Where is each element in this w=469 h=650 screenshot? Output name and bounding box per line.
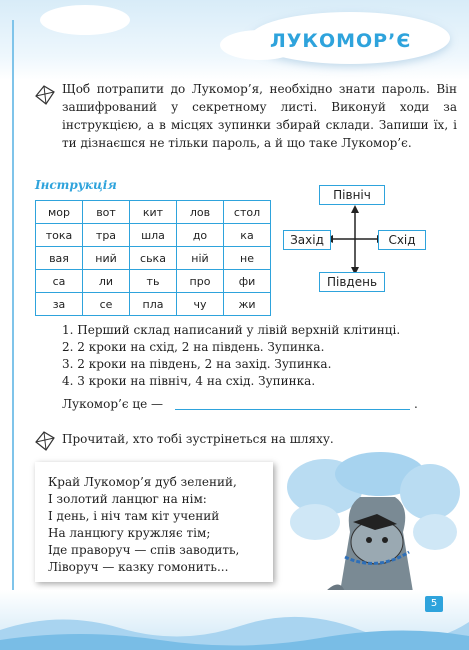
task-2-text: Прочитай, хто тобі зустрінеться на шляху. [62,432,334,446]
grid-cell: про [177,270,224,293]
step-item: 1. Перший склад написаний у лівій верхній клітинці. [62,323,401,337]
cloud [40,5,130,35]
step-item: 3. 2 кроки на південь, 2 на захід. Зупинка. [62,357,332,371]
grid-cell: лов [177,201,224,224]
syllable-grid [35,200,271,316]
grid-cell: вот [83,201,130,224]
grid-cell: са [36,270,83,293]
grid-cell: кит [130,201,177,224]
page-title: ЛУКОМОР’Є [270,30,412,52]
grid-cell: тра [83,224,130,247]
grid-cell: жи [224,293,271,316]
direction-north: Північ [319,185,385,205]
shore-decoration [0,600,469,650]
grid-cell: тока [36,224,83,247]
grid-cell: ть [130,270,177,293]
oak-cat-illustration [285,452,460,592]
compass-arrows [325,205,385,275]
pencil-icon [34,84,56,106]
direction-west: Захід [283,230,331,250]
poem-line: Край Лукомор’я дуб зелений, [48,475,237,489]
grid-cell: шла [130,224,177,247]
poem-line: На ланцюгу кружляє тім; [48,526,211,540]
answer-prompt: Лукомор’є це — [62,397,164,411]
answer-end: . [414,397,418,411]
poem-line: Іде праворуч — спів заводить, [48,543,240,557]
grid-cell: се [83,293,130,316]
grid-row [36,293,271,316]
grid-cell: ній [177,247,224,270]
grid-row [36,247,271,270]
answer-field[interactable] [175,409,410,410]
poem-line: І день, і ніч там кіт учений [48,509,220,523]
grid-cell: пла [130,293,177,316]
grid-cell: ська [130,247,177,270]
direction-south: Південь [319,272,385,292]
steps-list [62,322,400,390]
margin-line [12,20,14,610]
grid-row [36,270,271,293]
grid-cell: ний [83,247,130,270]
grid-cell: до [177,224,224,247]
grid-cell: ка [224,224,271,247]
poem-line: І золотий ланцюг на нім: [48,492,207,506]
step-item: 4. 3 кроки на північ, 4 на схід. Зупинка. [62,374,316,388]
grid-cell: мор [36,201,83,224]
task-1-text: Щоб потрапити до Лукомор’я, необхідно знати пароль. Він зашифрований у секретному листі. Виконуй ходи за інструкцією, а в місцях зупинки збирай склади. Запиши їх, і ти дізнаєшся не тільки пароль, а й що таке Лукомор’є. [62,82,457,150]
instruction-label: Інструкція [35,178,117,192]
grid-row [36,201,271,224]
direction-east: Схід [378,230,426,250]
step-item: 2. 2 кроки на схід, 2 на південь. Зупинка. [62,340,325,354]
grid-cell: стол [224,201,271,224]
grid-cell: не [224,247,271,270]
grid-row [36,224,271,247]
grid-cell: чу [177,293,224,316]
poem [48,474,239,576]
grid-cell: за [36,293,83,316]
grid-cell: вая [36,247,83,270]
poem-line: Ліворуч — казку гомонить... [48,560,229,574]
grid-cell: ли [83,270,130,293]
page-number: 5 [425,596,443,612]
pencil-icon [34,430,56,452]
grid-cell: фи [224,270,271,293]
